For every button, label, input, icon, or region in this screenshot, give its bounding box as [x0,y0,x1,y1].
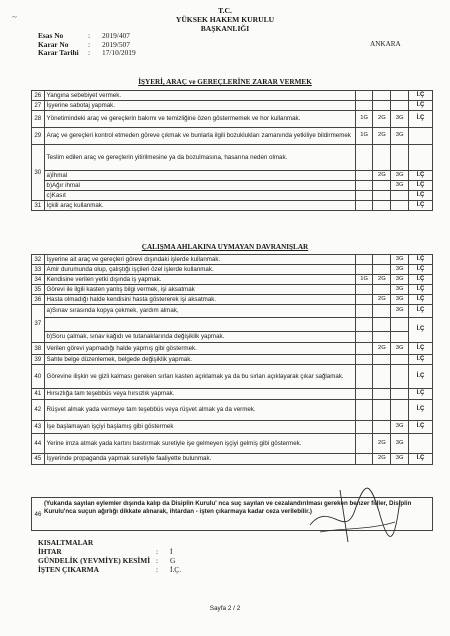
table-row: 40 Görevine ilişkin ve gizli kalması gereken sırları kasten açıklamak ya da bu sırları açıklayarak çıkar sağlamak. İ.Ç [32,365,433,389]
table-row: 32 İşyerine ait araç ve gereçleri görevi dışındaki işlerde kullanmak. 3G İ.Ç [32,255,433,265]
meta-row: Karar No : 2019/507 [38,39,130,49]
section-title-ethics: ÇALIŞMA AHLAKINA UYMAYAN DAVRANIŞLAR [141,243,309,251]
header-line: YÜKSEK HAKEM KURULU [175,15,275,24]
abbreviation-row: İŞTEN ÇIKARMA : İ.Ç. [38,565,182,574]
table-row: 42 Rüşvet almak yada vermeye tam teşebbüs veya rüşvet almak ya da vermek. İ.Ç [32,400,433,421]
corner-mark: ~ [12,12,17,22]
abbreviation-row: İHTAR : İ [38,547,173,556]
table-row: b)Soru çalmak, sınav kağıdı ve tutanaklarında değişiklik yapmak. [32,332,433,343]
table-row: 27 İşyerine sabotaj yapmak. İ.Ç [32,101,433,111]
table-row: 43 İşe başlamayan işçiyi başlamış gibi göstermek 3G İ.Ç [32,421,433,434]
penalty-table-ethics [31,254,433,465]
table-row: c)Kasıt İ.Ç [32,191,433,201]
penalty-table-damage [31,90,433,211]
table-row: 37 a)Sınav sırasında kopya çekmek, yardım almak, 3G İ.Ç [32,305,433,318]
abbreviations [38,538,181,574]
table-row: İ.Ç [32,318,433,332]
table-row: 30 Teslim edilen araç ve gereçlerin yitirilmesine ya da bozulmasına, hasarına neden olmak. [32,145,433,171]
signature-scribble [300,470,410,550]
city-label: ANKARA [370,40,401,48]
table-row: 34 Kendisine verilen yetki dışında iş yapmak. 1G 2G 3G İ.Ç [32,275,433,285]
table-row: 38 Verilen görevi yapmadığı halde yapmış gibi göstermek. 2G 3G İ.Ç [32,343,433,355]
table-row: 26 Yangına sebebiyet vermek. İ.Ç [32,91,433,101]
table-row: 41 Hırsızlığa tam teşebbüs veya hırsızlık yapmak. İ.Ç [32,389,433,400]
table-row: 28 Yönetimindeki araç ve gereçlerin bakımı ve temizliğine özen göstermemek ve hor kullanmak. 1G 2G 3G İ.Ç [32,111,433,128]
table-row: 35 Görevi ile ilgili kasten yanlış bilgi vermek, işi aksatmak 3G İ.Ç [32,285,433,295]
page-number: Sayfa 2 / 2 [209,605,241,612]
table-row: 45 İşyerinde propaganda yapmak suretiyle faaliyette bulunmak. 2G 3G İ.Ç [32,454,433,465]
note-text: (Yukarıda sayılan eylemler dışında kalıp da Disiplin Kurulu' nca suç sayılan ve cezalandırılması gereken benzer fiiller, Disiplin Kurulu'nca suçun ağırlığı dikkate alınarak, ihtardan - işten çıkarmaya kadar ceza verilebilir.) [44,500,412,515]
meta-row: Karar Tarihi : 17/10/2019 [38,48,136,58]
case-metadata [38,32,172,58]
table-row: 36 Hasta olmadığı halde kendisini hasta göstererek işi aksatmak. 2G 3G İ.Ç [32,295,433,305]
table-row: b)Ağır ihmal 3G İ.Ç [32,181,433,191]
header-line: T.C. [218,6,232,15]
note-number: 46 [34,511,42,518]
table-row: 31 İçkili araç kullanmak. İ.Ç [32,201,433,211]
table-row: a)İhmal 2G 3G İ.Ç [32,171,433,181]
document-header [0,6,450,33]
table-row: 29 Araç ve gereçleri kontrol etmeden göreve çıkmak ve bunlarla ilgili bozuklukları zamanında yetkiliye bildirmemek 1G 2G 3G [32,128,433,145]
meta-row: Esas No : 2019/407 [38,31,130,40]
abbreviations-title: KISALTMALAR [38,538,94,547]
abbreviation-row: GÜNDELİK (YEVMİYE) KESİMİ : G [38,556,176,565]
table-row: 33 Amir durumunda olup, çalıştığı işçileri özel işlerde kullanmak. 3G İ.Ç [32,265,433,275]
table-row: 44 Yerine imza atmak yada kartını bastırmak suretiyle işe gelmeyen işçiyi gelmiş gibi göstermek. 2G 3G [32,434,433,454]
section-title-damage: İŞYERİ, ARAÇ ve GEREÇLERİNE ZARAR VERMEK [138,78,312,86]
table-row: 39 Sahte belge düzenlemek, belgede değişiklik yapmak. İ.Ç [32,355,433,365]
header-line: BAŞKANLIĞI [200,24,250,33]
